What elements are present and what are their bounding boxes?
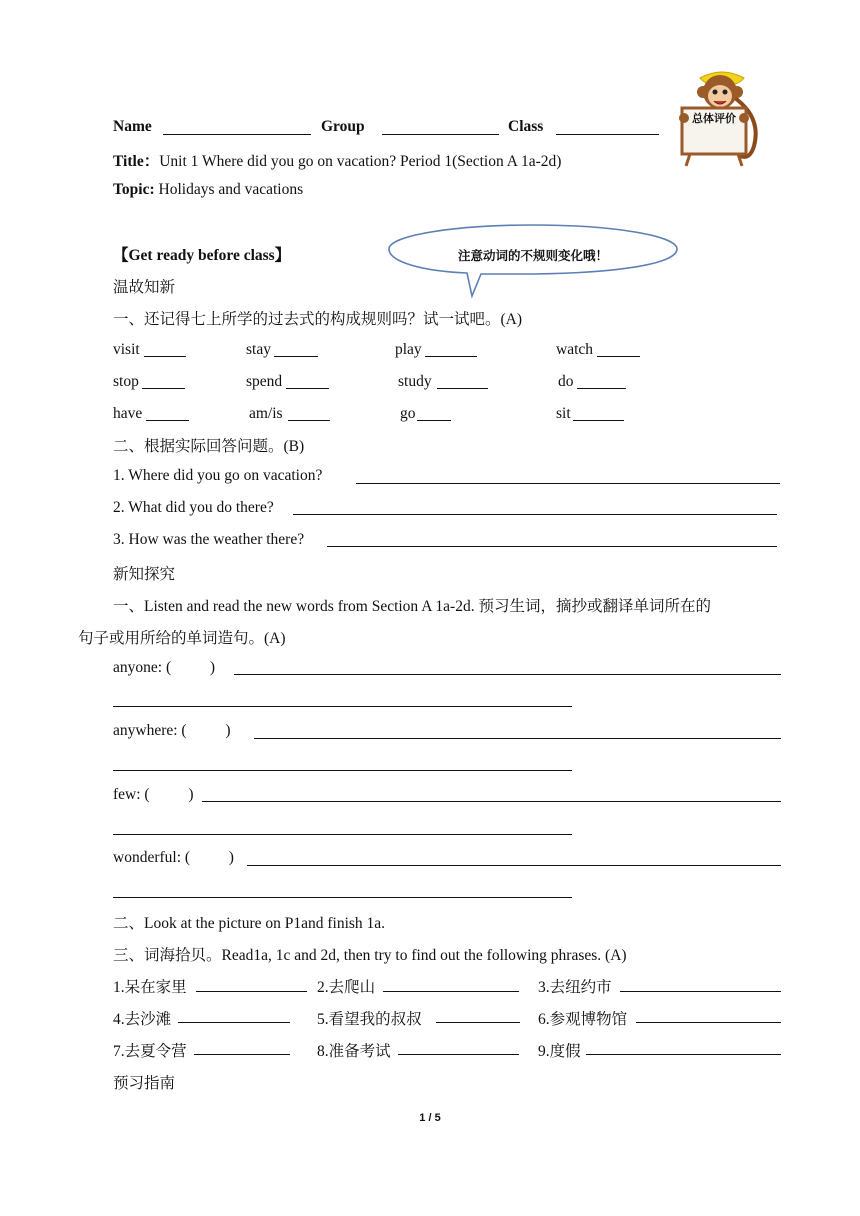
verb-watch: watch — [556, 341, 594, 358]
word-few: few: ( ) — [113, 786, 194, 803]
answer-1-blank[interactable] — [356, 483, 780, 484]
verb-study-blank[interactable] — [437, 388, 488, 389]
phrase-7-blank[interactable] — [194, 1054, 290, 1055]
question-1: 1. Where did you go on vacation? — [113, 467, 323, 484]
phrase-7: 7.去夏令营 — [113, 1043, 187, 1060]
word-anyone-blank[interactable] — [234, 674, 781, 675]
word-anyone: anyone: ( ) — [113, 659, 216, 676]
speech-bubble-text: 注意动词的不规则变化哦！ — [457, 248, 608, 263]
verb-spend: spend — [246, 373, 283, 390]
phrase-3-blank[interactable] — [620, 991, 781, 992]
verb-stay-blank[interactable] — [274, 356, 318, 357]
verb-go: go — [400, 405, 416, 422]
topic-value: Holidays and vacations — [158, 181, 304, 198]
verb-visit-blank[interactable] — [144, 356, 186, 357]
verb-stay: stay — [246, 341, 271, 358]
verb-study: study — [398, 373, 432, 390]
phrase-5: 5.看望我的叔叔 — [317, 1011, 422, 1028]
topic-label: Topic: — [113, 181, 155, 198]
task-1-text-line2: 句子或用所给的单词造句。(A) — [78, 630, 286, 647]
word-anywhere-blank-2[interactable] — [113, 770, 572, 771]
phrase-2: 2.去爬山 — [317, 979, 376, 996]
phrase-6: 6.参观博物馆 — [538, 1011, 628, 1028]
phrase-9: 9.度假 — [538, 1043, 581, 1060]
phrase-8: 8.准备考试 — [317, 1043, 391, 1060]
verb-stop: stop — [113, 373, 139, 390]
verb-have-blank[interactable] — [146, 420, 189, 421]
title-row — [113, 149, 561, 171]
phrase-2-blank[interactable] — [383, 991, 519, 992]
verb-do: do — [558, 373, 574, 390]
group-field[interactable] — [382, 134, 499, 135]
page-number: 1 / 5 — [419, 1112, 441, 1124]
word-wonderful: wonderful: ( ) — [113, 849, 234, 866]
review-heading: 温故知新 — [113, 279, 176, 296]
title-label: Title： — [113, 153, 160, 170]
word-few-blank-2[interactable] — [113, 834, 572, 835]
topic-row — [113, 181, 303, 199]
verb-play: play — [395, 341, 422, 358]
verb-visit: visit — [113, 341, 140, 358]
word-wonderful-blank-2[interactable] — [113, 897, 572, 898]
guide-heading: 预习指南 — [113, 1075, 176, 1092]
answer-2-blank[interactable] — [293, 514, 777, 515]
phrase-1-blank[interactable] — [196, 991, 307, 992]
phrase-8-blank[interactable] — [398, 1054, 519, 1055]
task-2-text: 二、Look at the picture on P1and finish 1a. — [113, 915, 386, 932]
verb-have: have — [113, 405, 143, 422]
title-value: Unit 1 Where did you go on vacation? Period 1(Section A 1a-2d) — [159, 153, 562, 170]
word-anyone-blank-2[interactable] — [113, 706, 572, 707]
verb-am-is-blank[interactable] — [288, 420, 330, 421]
verb-go-blank[interactable] — [417, 420, 451, 421]
name-label: Name — [113, 118, 152, 135]
group-label: Group — [321, 118, 365, 135]
new-knowledge-heading: 新知探究 — [113, 566, 176, 583]
word-anywhere-blank[interactable] — [254, 738, 781, 739]
word-wonderful-blank[interactable] — [247, 865, 781, 866]
phrase-5-blank[interactable] — [436, 1022, 520, 1023]
class-field[interactable] — [556, 134, 659, 135]
verb-do-blank[interactable] — [577, 388, 626, 389]
phrase-6-blank[interactable] — [636, 1022, 781, 1023]
question-past-tense-rules: 一、还记得七上所学的过去式的构成规则吗？试一试吧。(A) — [113, 311, 523, 328]
task-3-text: 三、词海拾贝。Read1a, 1c and 2d, then try to find out the following phrases. (A) — [113, 947, 627, 964]
class-label: Class — [508, 118, 544, 135]
name-field[interactable] — [163, 134, 311, 135]
answer-3-blank[interactable] — [327, 546, 777, 547]
verb-play-blank[interactable] — [425, 356, 477, 357]
question-2: 2. What did you do there? — [113, 499, 274, 516]
get-ready-heading: 【Get ready before class】 — [113, 247, 291, 264]
phrase-4: 4.去沙滩 — [113, 1011, 172, 1028]
question-3: 3. How was the weather there? — [113, 531, 305, 548]
task-1-text-line1: 一、Listen and read the new words from Section A 1a-2d. 预习生词，摘抄或翻译单词所在的 — [113, 598, 711, 615]
phrase-3: 3.去纽约市 — [538, 979, 612, 996]
verb-sit: sit — [556, 405, 571, 422]
verb-sit-blank[interactable] — [573, 420, 624, 421]
phrase-4-blank[interactable] — [178, 1022, 290, 1023]
verb-am-is: am/is — [249, 405, 283, 422]
question-answer-heading: 二、根据实际回答问题。(B) — [113, 438, 305, 455]
verb-stop-blank[interactable] — [142, 388, 185, 389]
verb-watch-blank[interactable] — [597, 356, 640, 357]
phrase-1: 1.呆在家里 — [113, 979, 187, 996]
word-few-blank[interactable] — [202, 801, 781, 802]
verb-spend-blank[interactable] — [286, 388, 329, 389]
phrase-9-blank[interactable] — [586, 1054, 781, 1055]
evaluation-badge-label: 总体评价 — [692, 112, 736, 125]
word-anywhere: anywhere: ( ) — [113, 722, 231, 739]
